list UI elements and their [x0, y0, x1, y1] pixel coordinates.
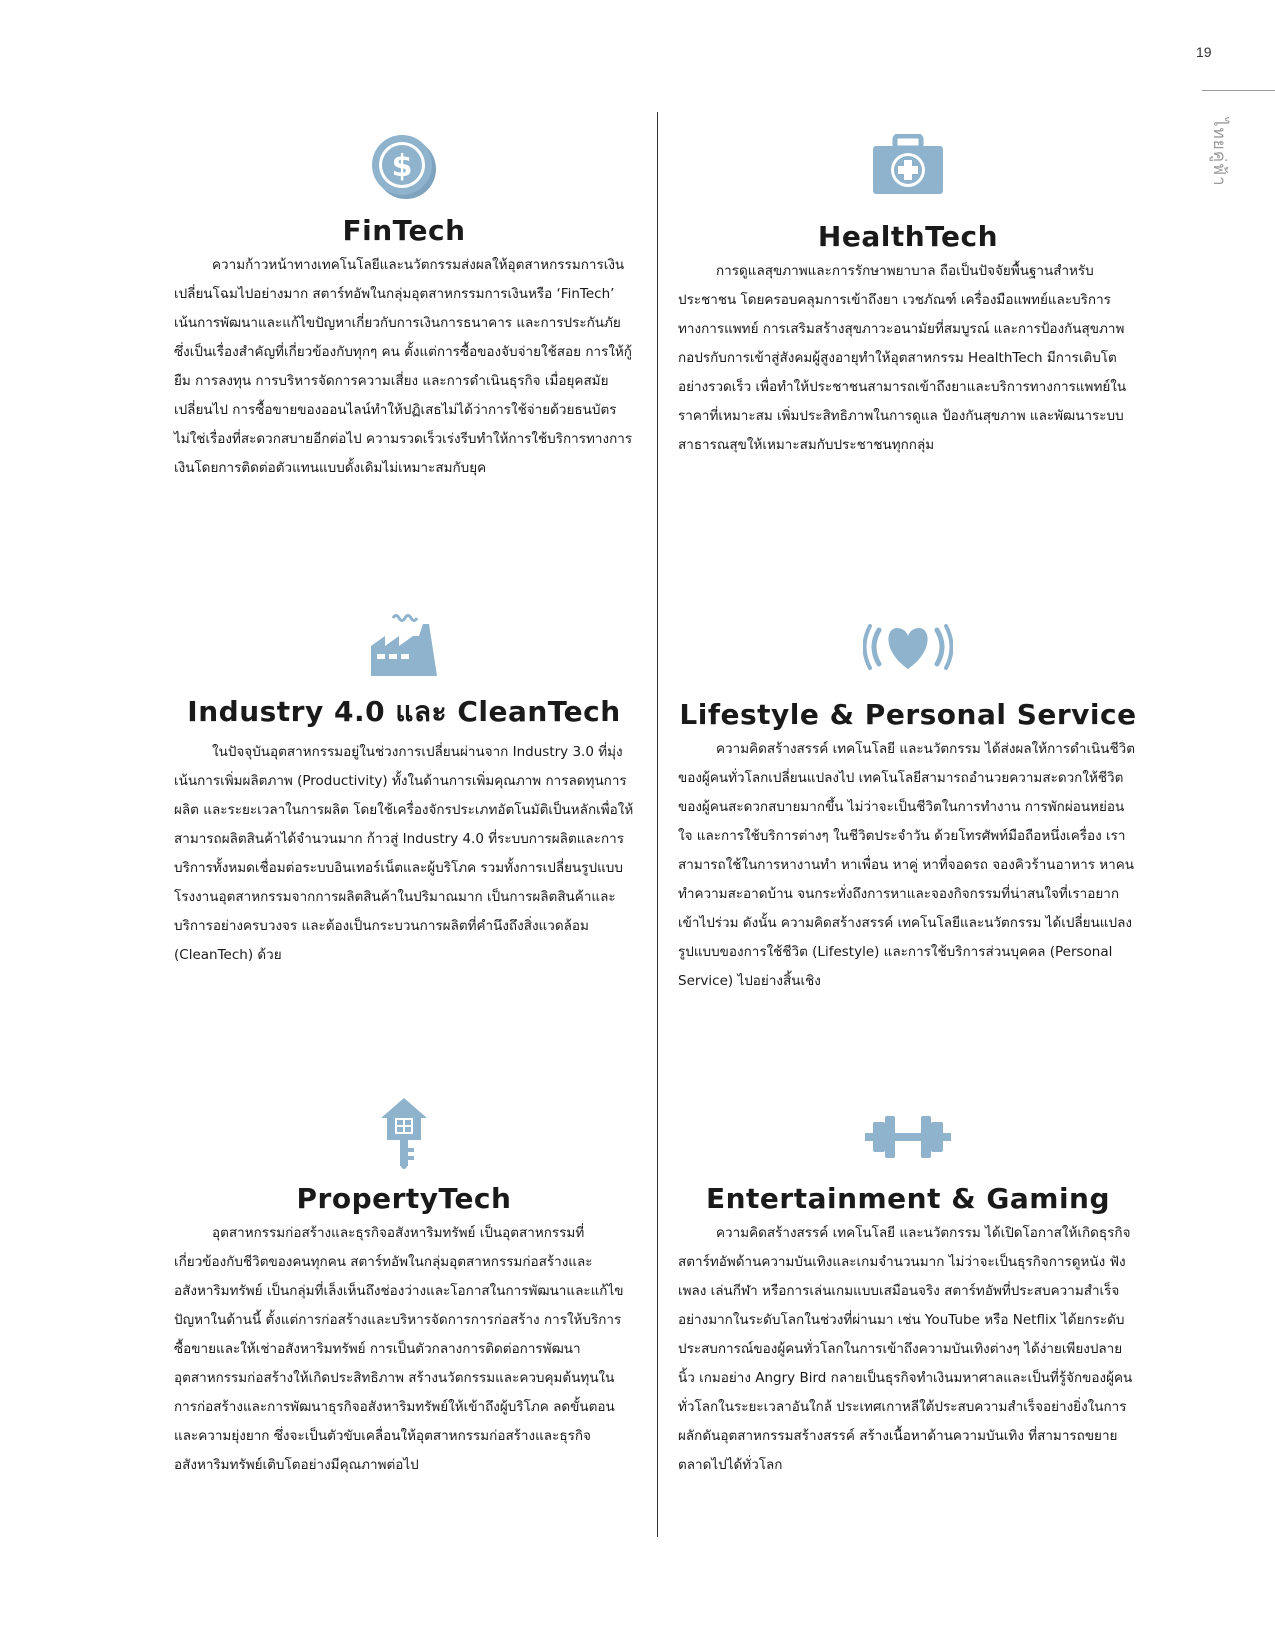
house-key-icon: [379, 1096, 429, 1170]
svg-text:$: $: [391, 149, 413, 184]
section-body: อุตสาหกรรมก่อสร้างและธุรกิจอสังหาริมทรัพย์ เป็นอุตสาหกรรมที่เกี่ยวข้องกับชีวิตของคนทุกคน สตาร์ทอัพในกลุ่มอุตสาหกรรมก่อสร้างและอสังหาริมทรัพย์ เป็นกลุ่มที่เล็งเห็นถึงช่องว่างและโอกาสในการพัฒนาและแก้ไขปัญหาในด้านนี้ ตั้งแต่การก่อสร้างและบริหารจัดการการก่อสร้าง การให้บริการซื้อขายและให้เช่าอสังหาริมทรัพย์ การเป็นตัวกลางการติดต่อการพัฒนาอุตสาหกรรมก่อสร้างให้เกิดประสิทธิภาพ สร้างนวัตกรรมและควบคุมต้นทุนในการก่อสร้างและการพัฒนาธุรกิจอสังหาริมทรัพย์ให้เข้าถึงผู้บริโภค ลดขั้นตอนและความยุ่งยาก ซึ่งจะเป็นตัวขับเคลื่อนให้อุตสาหกรรมก่อสร้างและธุรกิจอสังหาริมทรัพย์เติบโตอย่างมีคุณภาพต่อไป: [174, 1225, 624, 1473]
section-entertainment: [678, 1114, 1138, 1480]
dollar-coin-icon: [371, 134, 437, 200]
section-body: การดูแลสุขภาพและการรักษาพยาบาล ถือเป็นปัจจัยพื้นฐานสำหรับประชาชน โดยครอบคลุมการเข้าถึงยา เวชภัณฑ์ เครื่องมือแพทย์และบริการทางการแพทย์ การเสริมสร้างสุขภาวะอนามัยที่สมบูรณ์ และการป้องกันสุขภาพ กอปรกับการเข้าสู่สังคมผู้สูงอายุทำให้อุตสาหกรรม HealthTech มีการเติบโตอย่างรวดเร็ว เพื่อทำให้ประชาชนสามารถเข้าถึงยาและบริการทางการแพทย์ในราคาที่เหมาะสม เพิ่มประสิทธิภาพในการดูแล ป้องกันสุขภาพ และพัฒนาระบบสาธารณสุขให้เหมาะสมกับประชาชนทุกกลุ่ม: [678, 263, 1127, 453]
section-title: Entertainment & Gaming: [705, 1182, 1111, 1215]
section-title: PropertyTech: [296, 1182, 512, 1215]
header-rule: [1202, 90, 1275, 91]
section-title: Lifestyle & Personal Service: [679, 698, 1137, 731]
section-fintech: [174, 134, 634, 483]
medical-kit-icon: [871, 134, 945, 196]
section-body: ความคิดสร้างสรรค์ เทคโนโลยี และนวัตกรรม ได้เปิดโอกาสให้เกิดธุรกิจสตาร์ทอัพด้านความบันเทิงและเกมจำนวนมาก ไม่ว่าจะเป็นธุรกิจการดูหนัง ฟังเพลง เล่นกีฬา หรือการเล่นเกมแบบเสมือนจริง สตาร์ทอัพที่ประสบความสำเร็จอย่างมากในระดับโลกในช่วงที่ผ่านมา เช่น YouTube หรือ Netflix ได้ยกระดับประสบการณ์ของผู้คนทั่วโลกในการเข้าถึงความบันเทิงต่างๆ ได้ง่ายเพียงปลายนิ้ว เกมอย่าง Angry Bird กลายเป็นธุรกิจทำเงินมหาศาลและเป็นที่รู้จักของผู้คนทั่วโลกในระยะเวลาอันใกล้ ประเทศเกาหลีใต้ประสบความสำเร็จอย่างยิ่งในการผลักดันอุตสาหกรรมสร้างสรรค์ สร้างเนื้อหาด้านความบันเทิง ที่สามารถขยายตลาดไปได้ทั่วโลก: [678, 1225, 1133, 1473]
section-body: ความก้าวหน้าทางเทคโนโลยีและนวัตกรรมส่งผลให้อุตสาหกรรมการเงินเปลี่ยนโฉมไปอย่างมาก สตาร์ทอัพในกลุ่มอุตสาหกรรมการเงินหรือ ‘FinTech’ เน้นการพัฒนาและแก้ไขปัญหาเกี่ยวกับการเงินการธนาคาร และการประกันภัย ซึ่งเป็นเรื่องสำคัญที่เกี่ยวข้องกับทุกๆ คน ตั้งแต่การซื้อของจับจ่ายใช้สอย การให้กู้ยืม การลงทุน การบริหารจัดการความเสี่ยง และการดำเนินธุรกิจ เมื่อยุคสมัยเปลี่ยนไป การซื้อขายของออนไลน์ทำให้ปฏิเสธไม่ได้ว่าการใช้จ่ายด้วยธนบัตรไม่ใช่เรื่องที่สะดวกสบายอีกต่อไป ความรวดเร็วเร่งรีบทำให้การใช้บริการทางการเงินโดยการติดต่อตัวแทนแบบดั้งเดิมไม่เหมาะสมกับยุค: [174, 257, 633, 476]
section-healthtech: [678, 134, 1138, 460]
section-body: ในปัจจุบันอุตสาหกรรมอยู่ในช่วงการเปลี่ยนผ่านจาก Industry 3.0 ที่มุ่งเน้นการเพิ่มผลิตภาพ (Productivity) ทั้งในด้านการเพิ่มคุณภาพ การลดทุนการผลิต และระยะเวลาในการผลิต โดยใช้เครื่องจักรประเภทอัตโนมัติเป็นหลักเพื่อให้สามารถผลิตสินค้าได้จำนวนมาก ก้าวสู่ Industry 4.0 ที่ระบบการผลิตและการบริการทั้งหมดเชื่อมต่อระบบอินเทอร์เน็ตและผู้บริโภค รวมทั้งการเปลี่ยนรูปแบบโรงงานอุตสาหกรรมจากการผลิตสินค้าในปริมาณมาก เป็นการผลิตสินค้าและบริการอย่างครบวงจร และต้องเป็นกระบวนการผลิตที่คำนึงถึงสิ่งแวดล้อม (CleanTech) ด้วย: [174, 744, 634, 963]
column-divider: [657, 112, 658, 1537]
heart-signal-icon: [863, 622, 953, 672]
dumbbell-icon: [863, 1114, 953, 1160]
section-title: FinTech: [342, 214, 466, 247]
section-industry: [174, 610, 634, 970]
section-title: HealthTech: [817, 220, 999, 253]
factory-icon: [369, 610, 439, 678]
section-body: ความคิดสร้างสรรค์ เทคโนโลยี และนวัตกรรม ได้ส่งผลให้การดำเนินชีวิตของผู้คนทั่วโลกเปลี่ยนแปลงไป เทคโนโลยีสามารถอำนวยความสะดวกให้ชีวิตของผู้คนสะดวกสบายมากขึ้น ไม่ว่าจะเป็นชีวิตในการทำงาน การพักผ่อนหย่อนใจ และการใช้บริการต่างๆ ในชีวิตประจำวัน ด้วยโทรศัพท์มือถือหนึ่งเครื่อง เราสามารถใช้ในการหางานทำ หาเพื่อน หาคู่ หาที่จอดรถ จองคิวร้านอาหาร หาคนทำความสะอาดบ้าน จนกระทั่งถึงการหาและจองกิจกรรมที่น่าสนใจที่เราอยากเข้าไปร่วม ดังนั้น ความคิดสร้างสรรค์ เทคโนโลยีและนวัตกรรม ได้เปลี่ยนแปลงรูปแบบของการใช้ชีวิต (Lifestyle) และการใช้บริการส่วนบุคคล (Personal Service) ไปอย่างสิ้นเชิง: [678, 741, 1136, 989]
section-tab-label: ไทยคู่ฟ้า: [1209, 118, 1229, 187]
section-lifestyle: [678, 622, 1138, 996]
section-propertytech: [174, 1096, 634, 1480]
page-number: 19: [1196, 44, 1212, 60]
section-title: Industry 4.0 และ CleanTech: [187, 695, 621, 728]
